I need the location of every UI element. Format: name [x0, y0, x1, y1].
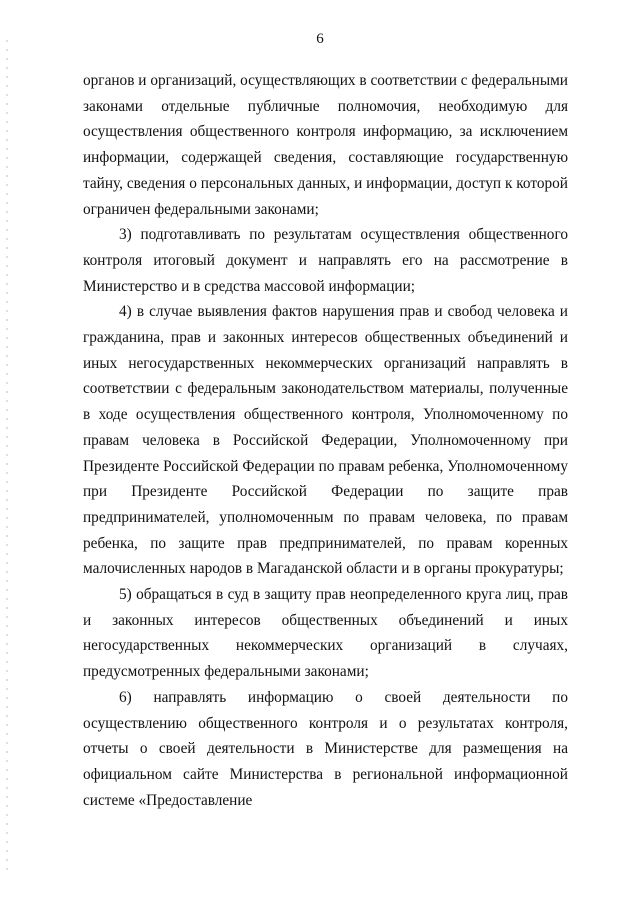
- paragraph-item-4: 4) в случае выявления фактов нарушения прав и свобод человека и гражданина, прав и законных интересов общественных объединений и иных негосударственных некоммерческих организаций направлять в соответствии с федеральным законодательством материалы, полученные в ходе осуществления общественного контроля, Уполномоченному по правам человека в Российской Федерации, Уполномоченному при Президенте Российской Федерации по правам ребенка, Уполномоченному при Президенте Российской Федерации по защите прав предпринимателей, уполномоченным по правам человека, по правам ребенка, по защите прав предпринимателей, по правам коренных малочисленных народов в Магаданской области и в органы прокуратуры;: [83, 303, 568, 578]
- document-body: [83, 68, 568, 813]
- page-number: 6: [316, 31, 324, 47]
- paragraph-continuation: органов и организаций, осуществляющих в соответствии с федеральными законами отдельные публичные полномочия, необходимую для осуществления общественного контроля информацию, за исключением информации, содержащей сведения, составляющие государственную тайну, сведения о персональных данных, и информации, доступ к которой ограничен федеральными законами;: [83, 72, 568, 218]
- paragraph-item-6: 6) направлять информацию о своей деятельности по осуществлению общественного контроля и о результатах контроля, отчеты о своей деятельности в Министерстве для размещения на официальном сайте Министерства в региональной информационной системе «Предоставление: [83, 688, 568, 809]
- paragraph-item-3: 3) подготавливать по результатам осуществления общественного контроля итоговый документ и направлять его на рассмотрение в Министерство и в средства массовой информации;: [83, 226, 568, 295]
- paragraph-item-5: 5) обращаться в суд в защиту прав неопределенного круга лиц, прав и законных интересов общественных объединений и иных негосударственных некоммерческих организаций в случаях, предусмотренных федеральными законами;: [83, 586, 568, 681]
- scan-artifact: [6, 40, 8, 870]
